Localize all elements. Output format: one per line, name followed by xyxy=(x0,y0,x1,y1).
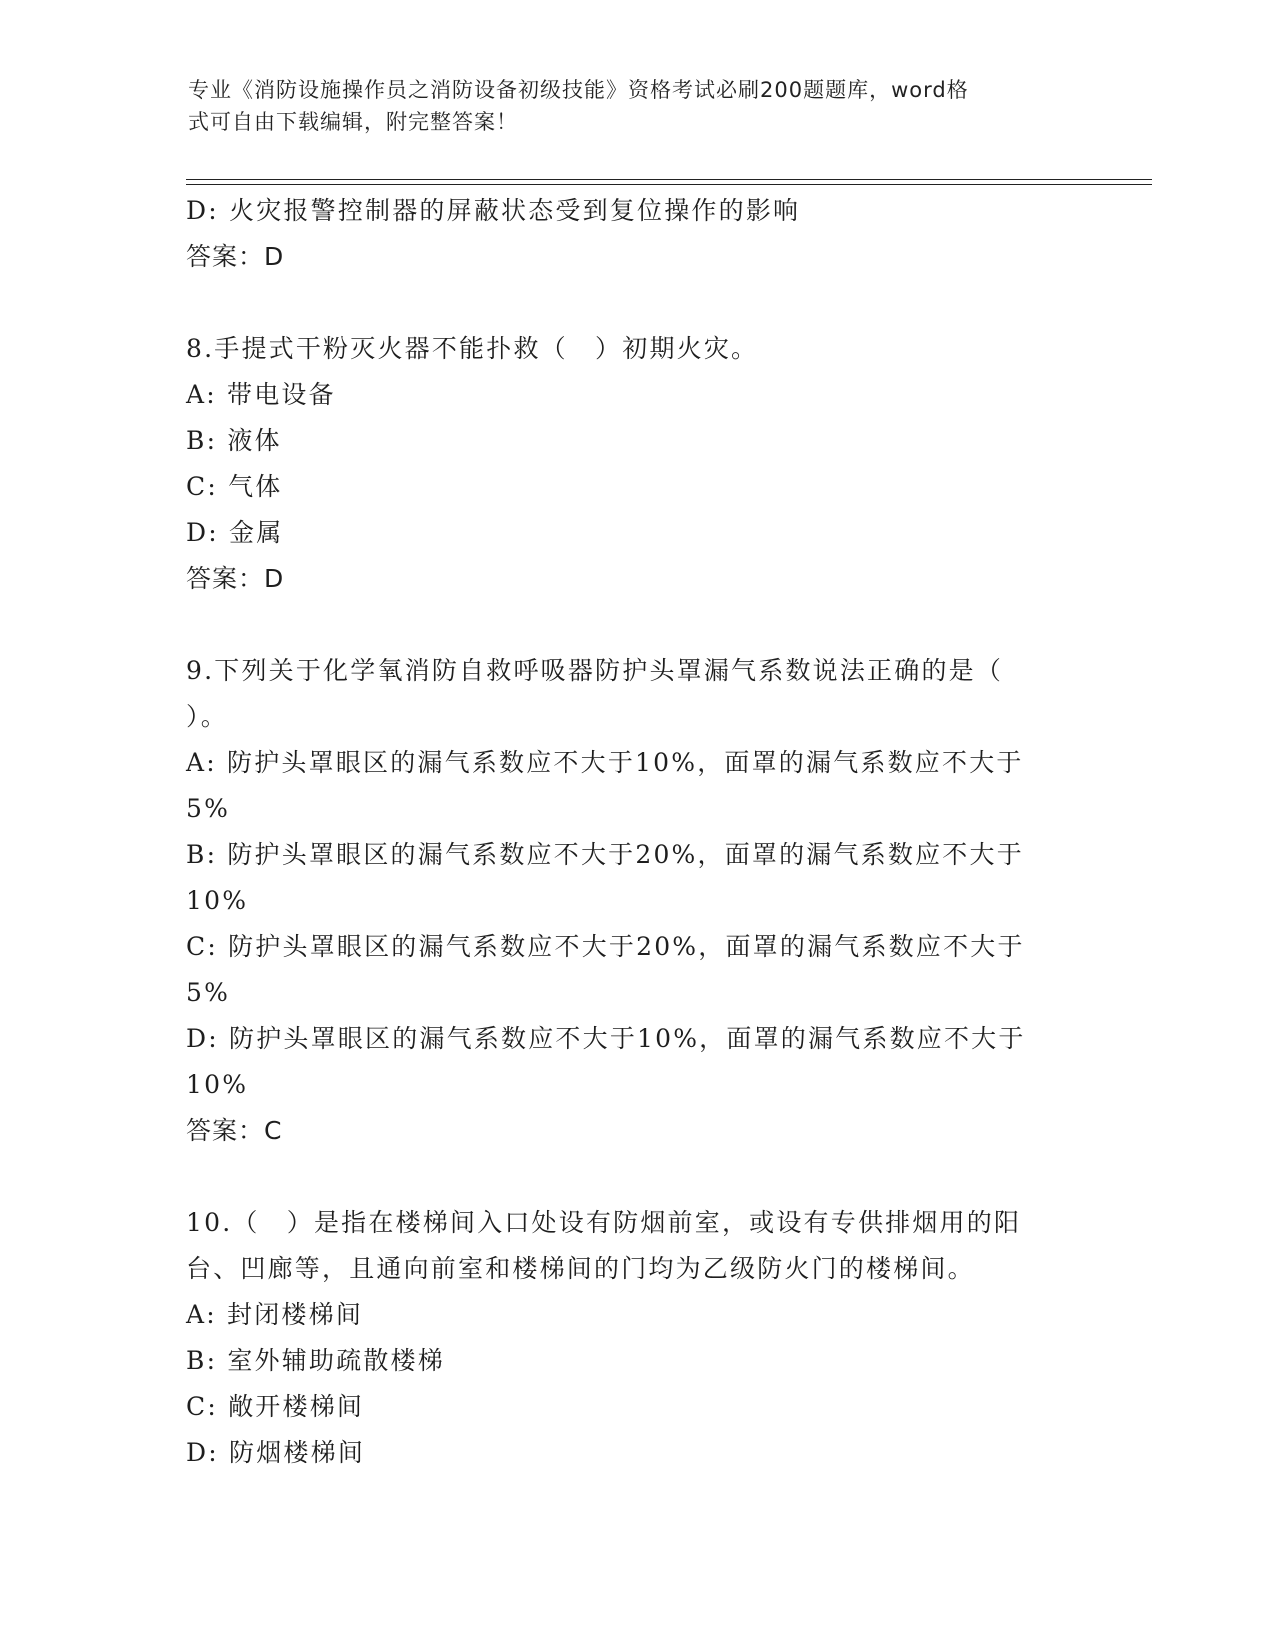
header-line-1: 专业《消防设施操作员之消防设备初级技能》资格考试必刷200题题库，word格 xyxy=(188,78,969,102)
q9-option-d-line-1: D: 防护头罩眼区的漏气系数应不大于10%，面罩的漏气系数应不大于 xyxy=(186,1024,1026,1053)
question-list xyxy=(186,188,1086,1476)
q10-stem-line-1: 10.（ ）是指在楼梯间入口处设有防烟前室，或设有专供排烟用的阳 xyxy=(186,1208,1022,1237)
q9-option-d-line-2: 10% xyxy=(186,1070,249,1099)
q10-option-c: C: 敞开楼梯间 xyxy=(186,1392,365,1421)
q9-option-a-line-1: A: 防护头罩眼区的漏气系数应不大于10%，面罩的漏气系数应不大于 xyxy=(186,748,1024,777)
header-line-2: 式可自由下载编辑，附完整答案！ xyxy=(188,110,518,134)
question-8 xyxy=(186,326,1086,602)
q7-option-d: D: 火灾报警控制器的屏蔽状态受到复位操作的影响 xyxy=(186,196,801,225)
question-7 xyxy=(186,188,1086,280)
q9-answer: 答案：C xyxy=(186,1116,283,1145)
q10-option-d: D: 防烟楼梯间 xyxy=(186,1438,366,1467)
q9-option-b-line-1: B: 防护头罩眼区的漏气系数应不大于20%，面罩的漏气系数应不大于 xyxy=(186,840,1024,869)
question-10 xyxy=(186,1200,1086,1476)
q8-option-a: A: 带电设备 xyxy=(186,380,336,409)
q9-option-c-line-2: 5% xyxy=(186,978,231,1007)
q8-stem: 8.手提式干粉灭火器不能扑救（ ）初期火灾。 xyxy=(186,334,759,363)
q9-option-a-line-2: 5% xyxy=(186,794,231,823)
spacer xyxy=(186,1154,1086,1200)
q10-option-b: B: 室外辅助疏散楼梯 xyxy=(186,1346,445,1375)
spacer xyxy=(186,602,1086,648)
q9-stem-line-2: ）。 xyxy=(186,702,228,731)
header-divider-bottom xyxy=(186,184,1152,185)
document-header xyxy=(188,74,1068,138)
q9-stem-line-1: 9.下列关于化学氧消防自救呼吸器防护头罩漏气系数说法正确的是（ xyxy=(186,656,1004,685)
q9-option-b-line-2: 10% xyxy=(186,886,249,915)
q7-answer: 答案：D xyxy=(186,242,285,271)
q9-option-c-line-1: C: 防护头罩眼区的漏气系数应不大于20%，面罩的漏气系数应不大于 xyxy=(186,932,1025,961)
q10-stem-line-2: 台、凹廊等，且通向前室和楼梯间的门均为乙级防火门的楼梯间。 xyxy=(186,1254,975,1283)
spacer xyxy=(186,280,1086,326)
q8-answer: 答案：D xyxy=(186,564,285,593)
q8-option-d: D: 金属 xyxy=(186,518,284,547)
q10-option-a: A: 封闭楼梯间 xyxy=(186,1300,364,1329)
q8-option-c: C: 气体 xyxy=(186,472,283,501)
q8-option-b: B: 液体 xyxy=(186,426,282,455)
header-divider-top xyxy=(186,179,1152,180)
question-9 xyxy=(186,648,1086,1154)
